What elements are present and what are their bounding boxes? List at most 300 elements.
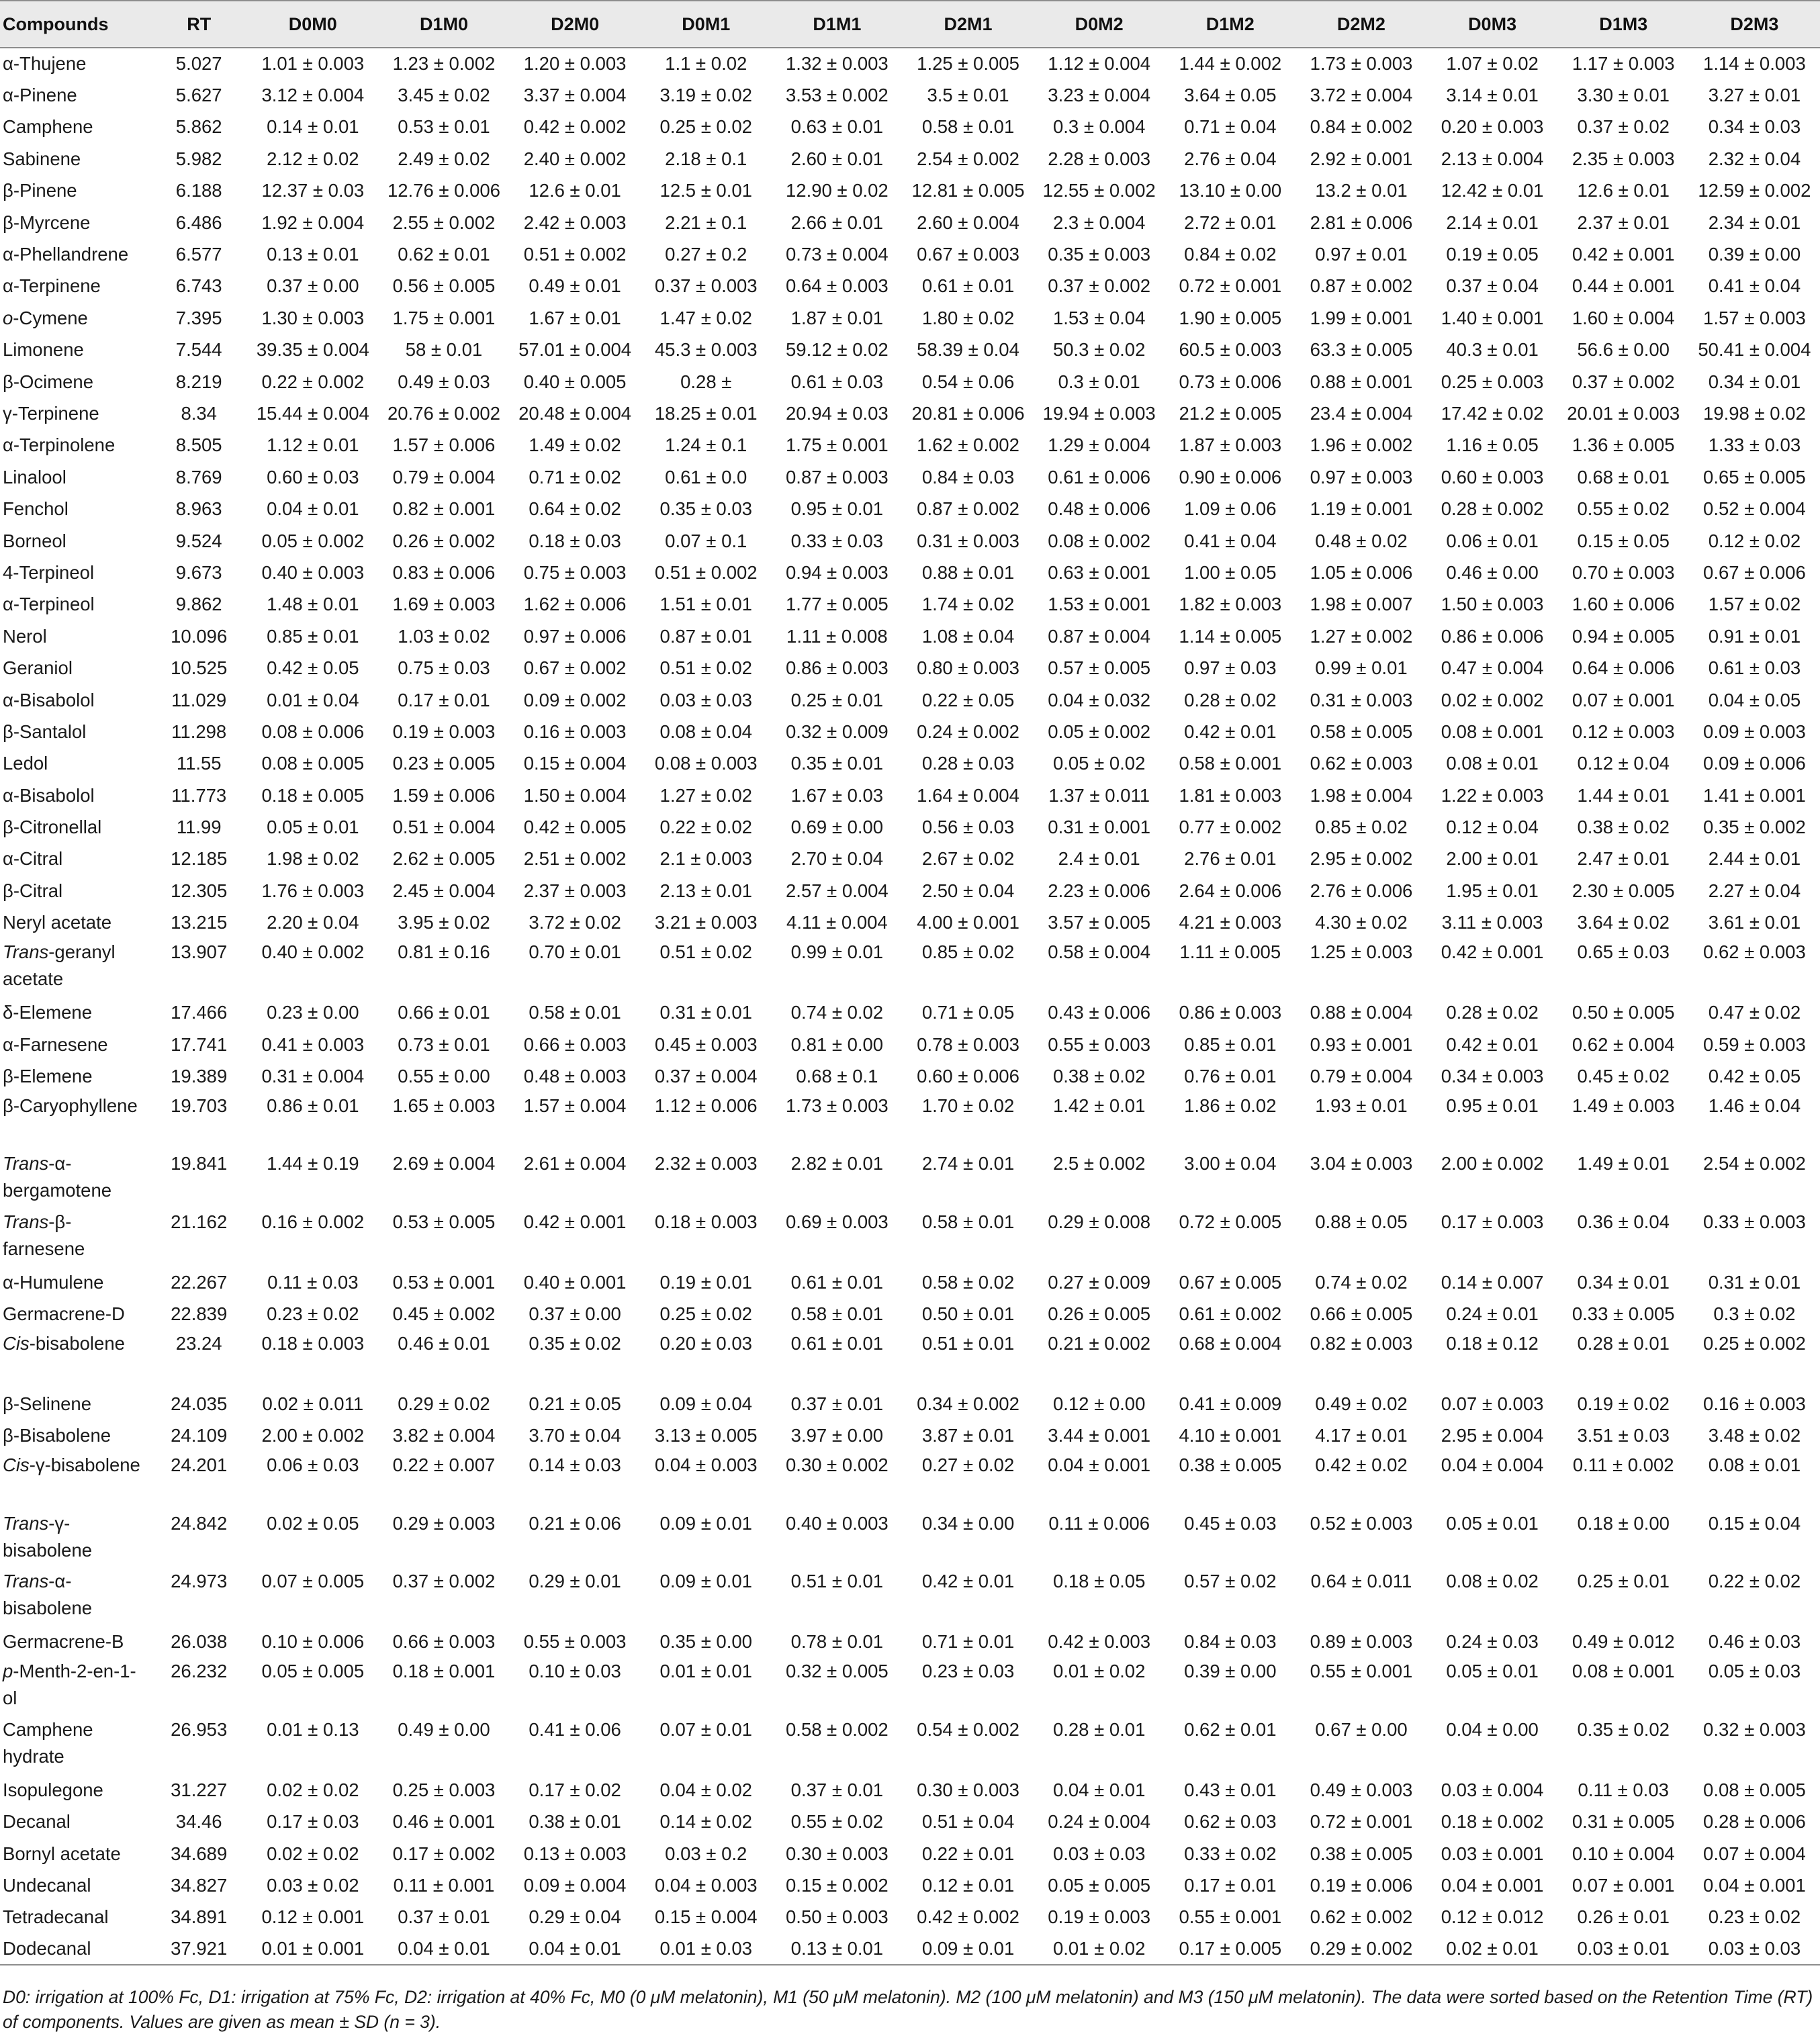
compound-prefix: Trans	[3, 941, 49, 962]
value-cell: 0.02 ± 0.02	[267, 1779, 359, 1800]
value-cell: 0.61 ± 0.01	[790, 1332, 884, 1354]
value-cell: 0.24 ± 0.01	[1446, 1303, 1539, 1325]
value-cell: 0.08 ± 0.01	[1446, 753, 1539, 774]
value-cell: 1.77 ± 0.005	[786, 594, 889, 615]
value-cell: 1.42 ± 0.01	[1052, 1095, 1146, 1116]
compound-name: Geraniol	[3, 657, 73, 679]
table-row	[0, 1420, 1820, 1452]
value-cell: 1.67 ± 0.01	[529, 307, 621, 328]
table-row	[0, 302, 1820, 334]
value-cell: 1.24 ± 0.1	[665, 434, 747, 456]
value-cell: 0.82 ± 0.001	[392, 498, 496, 520]
value-cell: 0.05 ± 0.002	[261, 530, 365, 551]
compound-cell	[0, 1568, 150, 1626]
compound-name: β-Santalol	[3, 721, 87, 742]
value-cell: 1.20 ± 0.003	[523, 53, 627, 75]
rt-cell: 21.162	[171, 1211, 228, 1232]
value-cell: 2.5 ± 0.002	[1052, 1153, 1146, 1174]
header-d0m0: D0M0	[247, 1, 378, 48]
value-cell: 0.62 ± 0.01	[1184, 1718, 1277, 1740]
compound-cell	[0, 1150, 150, 1209]
compound-name: γ-Terpinene	[3, 402, 99, 424]
value-cell: 39.35 ± 0.004	[256, 339, 369, 361]
value-cell: 0.14 ± 0.03	[529, 1454, 621, 1476]
value-cell: 0.30 ± 0.003	[786, 1843, 889, 1864]
value-cell: 0.86 ± 0.003	[786, 657, 889, 679]
value-cell: 0.14 ± 0.01	[267, 116, 359, 138]
value-cell: 1.87 ± 0.01	[790, 307, 884, 328]
value-cell: 0.09 ± 0.003	[1703, 721, 1806, 742]
compound-cell	[0, 1774, 150, 1806]
value-cell: 0.25 ± 0.01	[1577, 1571, 1670, 1592]
compound-name: -γ-bisabolene	[29, 1454, 140, 1476]
value-cell: 0.67 ± 0.002	[523, 657, 627, 679]
compound-cell	[0, 1060, 150, 1092]
value-cell: 2.34 ± 0.01	[1708, 212, 1801, 233]
value-cell: 2.57 ± 0.004	[786, 880, 889, 901]
compound-name: β-Citronellal	[3, 817, 102, 838]
value-cell: 0.49 ± 0.01	[529, 275, 621, 297]
value-cell: 0.01 ± 0.01	[659, 1661, 752, 1682]
value-cell: 1.93 ± 0.01	[1315, 1095, 1408, 1116]
value-cell: 2.3 ± 0.004	[1052, 212, 1146, 233]
value-cell: 0.12 ± 0.01	[921, 1874, 1015, 1896]
value-cell: 0.87 ± 0.002	[917, 498, 1019, 520]
value-cell: 0.49 ± 0.02	[1315, 1393, 1408, 1415]
table-row	[0, 1838, 1820, 1869]
value-cell: 0.09 ± 0.01	[659, 1571, 752, 1592]
compound-name: 4-Terpineol	[3, 561, 95, 583]
value-cell: 0.51 ± 0.002	[523, 244, 627, 265]
value-cell: 0.41 ± 0.04	[1184, 530, 1277, 551]
value-cell: 0.02 ± 0.02	[267, 1843, 359, 1864]
value-cell: 0.71 ± 0.05	[921, 1002, 1015, 1023]
rt-cell: 37.921	[150, 1933, 247, 1965]
value-cell: 3.87 ± 0.01	[921, 1425, 1015, 1446]
value-cell: 0.42 ± 0.05	[267, 657, 359, 679]
value-cell: 1.60 ± 0.006	[1572, 594, 1675, 615]
value-cell: 0.35 ± 0.01	[790, 753, 884, 774]
value-cell: 0.55 ± 0.00	[398, 1065, 490, 1086]
table-row	[0, 1299, 1820, 1330]
value-cell: 0.16 ± 0.003	[1703, 1393, 1806, 1415]
value-cell: 0.40 ± 0.002	[261, 941, 365, 962]
compound-cell	[0, 334, 150, 366]
value-cell: 0.50 ± 0.003	[786, 1906, 889, 1928]
value-cell: 2.61 ± 0.004	[523, 1153, 627, 1174]
compound-cell	[0, 1838, 150, 1869]
value-cell: 0.58 ± 0.004	[1048, 941, 1151, 962]
value-cell: 0.29 ± 0.003	[392, 1512, 496, 1534]
value-cell: 0.12 ± 0.00	[1052, 1393, 1146, 1415]
value-cell: 2.66 ± 0.01	[790, 212, 884, 233]
value-cell: 0.37 ± 0.002	[1572, 371, 1675, 392]
value-cell: 0.27 ± 0.009	[1048, 1271, 1151, 1293]
value-cell: 1.73 ± 0.003	[1310, 53, 1413, 75]
value-cell: 0.03 ± 0.004	[1441, 1779, 1544, 1800]
value-cell: 3.30 ± 0.01	[1577, 85, 1670, 106]
value-cell: 1.75 ± 0.001	[392, 307, 496, 328]
table-row	[0, 1330, 1820, 1389]
value-cell: 0.71 ± 0.04	[1184, 116, 1277, 138]
rt-cell: 8.769	[175, 466, 222, 488]
value-cell: 12.76 ± 0.006	[387, 180, 500, 201]
value-cell: 0.28 ± 0.02	[1446, 1002, 1539, 1023]
compound-cell	[0, 939, 150, 997]
value-cell: 0.93 ± 0.001	[1310, 1033, 1413, 1055]
table-row	[0, 939, 1820, 997]
value-cell: 0.45 ± 0.03	[1184, 1512, 1277, 1534]
value-cell: 1.65 ± 0.003	[392, 1095, 496, 1116]
value-cell: 58.39 ± 0.04	[917, 339, 1019, 361]
value-cell: 0.53 ± 0.01	[398, 116, 490, 138]
value-cell: 0.45 ± 0.02	[1577, 1065, 1670, 1086]
value-cell: 0.60 ± 0.03	[267, 466, 359, 488]
compound-name: -Menth-2-en-1-ol	[3, 1661, 136, 1709]
table-footnote: D0: irrigation at 100% Fc, D1: irrigation at 75% Fc, D2: irrigation at 40% Fc, M0 (0 μM melatonin), M1 (50 μM melatonin). M2 (100 μM melatonin) and M3 (150 μM melatonin). The data were sorted based on the Retention Time (RT) of components. Values are given as mean ± SD (n = 3).	[3, 1987, 1813, 2032]
value-cell: 19.98 ± 0.02	[1703, 402, 1806, 424]
value-cell: 15.44 ± 0.004	[256, 402, 369, 424]
value-cell: 12.6 ± 0.01	[529, 180, 621, 201]
value-cell: 0.34 ± 0.002	[917, 1393, 1019, 1415]
compound-name: δ-Elemene	[3, 1002, 93, 1023]
value-cell: 0.25 ± 0.02	[659, 1303, 752, 1325]
value-cell: 1.12 ± 0.006	[654, 1095, 758, 1116]
table-row	[0, 175, 1820, 207]
compound-cell	[0, 1658, 150, 1716]
value-cell: 3.14 ± 0.01	[1446, 85, 1539, 106]
compound-name: α-Bisabolol	[3, 784, 95, 806]
compound-name: β-Elemene	[3, 1065, 93, 1086]
value-cell: 2.13 ± 0.004	[1441, 148, 1544, 169]
rt-cell: 8.34	[181, 402, 217, 424]
value-cell: 0.09 ± 0.04	[659, 1393, 752, 1415]
value-cell: 0.04 ± 0.004	[1441, 1454, 1544, 1476]
value-cell: 0.67 ± 0.005	[1179, 1271, 1282, 1293]
value-cell: 0.37 ± 0.004	[654, 1065, 758, 1086]
compound-name: Undecanal	[3, 1874, 91, 1896]
value-cell: 0.34 ± 0.03	[1708, 116, 1801, 138]
header-d0m3: D0M3	[1427, 1, 1558, 48]
value-cell: 3.19 ± 0.02	[659, 85, 752, 106]
compound-name: β-Selinene	[3, 1393, 92, 1415]
value-cell: 0.03 ± 0.01	[1558, 1933, 1689, 1965]
value-cell: 0.73 ± 0.006	[1179, 371, 1282, 392]
value-cell: 3.64 ± 0.02	[1577, 912, 1670, 933]
compound-cell	[0, 398, 150, 429]
value-cell: 1.57 ± 0.02	[1708, 594, 1801, 615]
value-cell: 0.27 ± 0.2	[665, 244, 747, 265]
table-row	[0, 398, 1820, 429]
value-cell: 0.04 ± 0.02	[659, 1779, 752, 1800]
value-cell: 0.56 ± 0.03	[921, 817, 1015, 838]
value-cell: 3.48 ± 0.02	[1708, 1425, 1801, 1446]
value-cell: 0.52 ± 0.004	[1703, 498, 1806, 520]
rt-cell: 7.544	[175, 339, 222, 361]
value-cell: 0.62 ± 0.002	[1310, 1906, 1413, 1928]
rt-cell: 8.963	[175, 498, 222, 520]
value-cell: 0.33 ± 0.02	[1184, 1843, 1277, 1864]
rt-cell: 17.741	[171, 1033, 228, 1055]
compound-cell	[0, 997, 150, 1028]
value-cell: 0.08 ± 0.006	[261, 721, 365, 742]
value-cell: 0.87 ± 0.01	[659, 625, 752, 647]
value-cell: 19.94 ± 0.003	[1042, 402, 1156, 424]
rt-cell: 8.505	[175, 434, 222, 456]
value-cell: 2.76 ± 0.01	[1184, 848, 1277, 870]
value-cell: 0.01 ± 0.03	[641, 1933, 772, 1965]
value-cell: 2.21 ± 0.1	[665, 212, 747, 233]
value-cell: 0.85 ± 0.02	[921, 941, 1015, 962]
table-row	[0, 997, 1820, 1028]
value-cell: 0.3 ± 0.004	[1052, 116, 1146, 138]
value-cell: 0.28 ±	[680, 371, 732, 392]
value-cell: 0.36 ± 0.04	[1577, 1211, 1670, 1232]
value-cell: 0.52 ± 0.003	[1310, 1512, 1413, 1534]
value-cell: 3.04 ± 0.003	[1310, 1153, 1413, 1174]
value-cell: 56.6 ± 0.00	[1577, 339, 1670, 361]
value-cell: 0.19 ± 0.05	[1446, 244, 1539, 265]
table-row	[0, 461, 1820, 493]
value-cell: 2.49 ± 0.02	[398, 148, 490, 169]
value-cell: 0.09 ± 0.01	[659, 1512, 752, 1534]
table-row	[0, 493, 1820, 524]
value-cell: 1.47 ± 0.02	[659, 307, 752, 328]
value-cell: 0.23 ± 0.00	[267, 1002, 359, 1023]
header-d1m2: D1M2	[1165, 1, 1295, 48]
value-cell: 0.40 ± 0.003	[786, 1512, 889, 1534]
value-cell: 0.22 ± 0.01	[921, 1843, 1015, 1864]
value-cell: 3.11 ± 0.003	[1441, 912, 1543, 933]
value-cell: 1.98 ± 0.02	[267, 848, 359, 870]
rt-cell: 6.486	[175, 212, 222, 233]
value-cell: 1.00 ± 0.05	[1184, 561, 1277, 583]
value-cell: 0.16 ± 0.003	[523, 721, 627, 742]
value-cell: 4.30 ± 0.02	[1315, 912, 1408, 933]
value-cell: 0.37 ± 0.01	[398, 1906, 490, 1928]
value-cell: 0.49 ± 0.00	[398, 1718, 490, 1740]
value-cell: 0.56 ± 0.005	[392, 275, 496, 297]
value-cell: 0.85 ± 0.01	[267, 625, 359, 647]
table-row	[0, 748, 1820, 780]
value-cell: 0.01 ± 0.02	[1052, 1661, 1146, 1682]
value-cell: 3.61 ± 0.01	[1708, 912, 1801, 933]
value-cell: 0.43 ± 0.006	[1048, 1002, 1151, 1023]
value-cell: 0.31 ± 0.005	[1572, 1811, 1675, 1833]
value-cell: 0.05 ± 0.03	[1708, 1661, 1801, 1682]
value-cell: 3.00 ± 0.04	[1184, 1153, 1277, 1174]
rt-cell: 9.862	[175, 594, 222, 615]
value-cell: 0.64 ± 0.006	[1572, 657, 1675, 679]
value-cell: 0.28 ± 0.03	[921, 753, 1015, 774]
value-cell: 12.81 ± 0.005	[911, 180, 1025, 201]
value-cell: 0.04 ± 0.003	[654, 1874, 758, 1896]
value-cell: 1.57 ± 0.003	[1703, 307, 1806, 328]
compound-name: α-Terpinolene	[3, 434, 116, 456]
value-cell: 1.99 ± 0.001	[1310, 307, 1413, 328]
value-cell: 0.05 ± 0.005	[1048, 1874, 1151, 1896]
value-cell: 0.23 ± 0.03	[921, 1661, 1015, 1682]
value-cell: 2.60 ± 0.004	[917, 212, 1019, 233]
value-cell: 0.67 ± 0.006	[1703, 561, 1806, 583]
value-cell: 0.91 ± 0.01	[1708, 625, 1801, 647]
value-cell: 0.01 ± 0.04	[267, 689, 359, 710]
compound-cell	[0, 1330, 150, 1389]
value-cell: 0.84 ± 0.02	[1184, 244, 1277, 265]
value-cell: 0.26 ± 0.002	[392, 530, 496, 551]
compound-name: α-Citral	[3, 848, 63, 870]
value-cell: 0.23 ± 0.02	[1708, 1906, 1801, 1928]
table-row	[0, 1774, 1820, 1806]
compound-name: -α-bisabolene	[3, 1571, 93, 1619]
value-cell: 0.31 ± 0.003	[917, 530, 1019, 551]
value-cell: 0.51 ± 0.04	[921, 1811, 1015, 1833]
compound-prefix: Trans	[3, 1211, 49, 1232]
value-cell: 20.81 ± 0.006	[911, 402, 1025, 424]
header-compounds: Compounds	[0, 1, 150, 48]
value-cell: 1.69 ± 0.003	[392, 594, 496, 615]
value-cell: 2.1 ± 0.003	[659, 848, 752, 870]
value-cell: 0.46 ± 0.001	[392, 1811, 496, 1833]
value-cell: 0.59 ± 0.003	[1703, 1033, 1806, 1055]
compound-cell	[0, 652, 150, 684]
value-cell: 3.82 ± 0.004	[392, 1425, 496, 1446]
value-cell: 1.16 ± 0.05	[1446, 434, 1539, 456]
compound-name: α-Terpinene	[3, 275, 101, 297]
value-cell: 0.26 ± 0.005	[1048, 1303, 1151, 1325]
compound-cell	[0, 843, 150, 875]
value-cell: 0.58 ± 0.02	[921, 1271, 1015, 1293]
value-cell: 0.88 ± 0.01	[921, 561, 1015, 583]
header-d1m1: D1M1	[772, 1, 903, 48]
compound-cell	[0, 620, 150, 652]
value-cell: 40.3 ± 0.01	[1446, 339, 1539, 361]
value-cell: 0.45 ± 0.003	[654, 1033, 758, 1055]
value-cell: 1.57 ± 0.006	[392, 434, 496, 456]
value-cell: 0.25 ± 0.003	[392, 1779, 496, 1800]
value-cell: 0.42 ± 0.001	[523, 1211, 627, 1232]
value-cell: 0.37 ± 0.02	[1577, 116, 1670, 138]
rt-cell: 13.215	[171, 912, 228, 933]
value-cell: 0.57 ± 0.02	[1184, 1571, 1277, 1592]
value-cell: 0.08 ± 0.003	[654, 753, 758, 774]
compound-name: Neryl acetate	[3, 912, 112, 933]
value-cell: 0.07 ± 0.1	[665, 530, 747, 551]
value-cell: 0.58 ± 0.01	[921, 116, 1015, 138]
value-cell: 0.01 ± 0.02	[1034, 1933, 1165, 1965]
value-cell: 0.17 ± 0.005	[1165, 1933, 1295, 1965]
compound-cell	[0, 143, 150, 175]
value-cell: 1.50 ± 0.003	[1441, 594, 1544, 615]
value-cell: 0.13 ± 0.01	[772, 1933, 903, 1965]
header-d2m3: D2M3	[1689, 1, 1820, 48]
rt-cell: 10.525	[171, 657, 228, 679]
value-cell: 3.5 ± 0.01	[927, 85, 1009, 106]
value-cell: 0.55 ± 0.02	[1577, 498, 1670, 520]
value-cell: 0.66 ± 0.003	[523, 1033, 627, 1055]
value-cell: 2.47 ± 0.01	[1577, 848, 1670, 870]
value-cell: 0.73 ± 0.01	[398, 1033, 490, 1055]
rt-cell: 19.703	[171, 1095, 228, 1116]
value-cell: 0.62 ± 0.003	[1703, 941, 1806, 962]
value-cell: 0.28 ± 0.01	[1577, 1332, 1670, 1354]
value-cell: 3.37 ± 0.004	[523, 85, 627, 106]
table-row	[0, 1626, 1820, 1658]
compound-name: -β-farnesene	[3, 1211, 85, 1259]
value-cell: 0.09 ± 0.006	[1703, 753, 1806, 774]
value-cell: 0.3 ± 0.01	[1058, 371, 1140, 392]
value-cell: 2.32 ± 0.04	[1708, 148, 1801, 169]
value-cell: 0.08 ± 0.04	[659, 721, 752, 742]
value-cell: 1.1 ± 0.02	[665, 53, 747, 75]
value-cell: 0.07 ± 0.003	[1441, 1393, 1544, 1415]
compound-name: -Cymene	[13, 307, 88, 328]
compound-name: -γ-bisabolene	[3, 1512, 93, 1561]
value-cell: 59.12 ± 0.02	[786, 339, 889, 361]
value-cell: 0.48 ± 0.003	[523, 1065, 627, 1086]
value-cell: 1.27 ± 0.02	[659, 784, 752, 806]
value-cell: 3.21 ± 0.003	[654, 912, 758, 933]
table-row	[0, 271, 1820, 302]
value-cell: 0.14 ± 0.02	[659, 1811, 752, 1833]
value-cell: 3.72 ± 0.004	[1310, 85, 1413, 106]
table-row	[0, 1902, 1820, 1933]
value-cell: 2.35 ± 0.003	[1572, 148, 1675, 169]
compound-cell	[0, 430, 150, 461]
value-cell: 0.85 ± 0.02	[1315, 817, 1408, 838]
value-cell: 0.42 ± 0.003	[1048, 1631, 1151, 1653]
value-cell: 0.31 ± 0.003	[1310, 689, 1413, 710]
value-cell: 18.25 ± 0.01	[654, 402, 758, 424]
value-cell: 60.5 ± 0.003	[1179, 339, 1282, 361]
value-cell: 0.58 ± 0.001	[1179, 753, 1282, 774]
value-cell: 20.01 ± 0.003	[1567, 402, 1680, 424]
value-cell: 2.50 ± 0.04	[921, 880, 1015, 901]
value-cell: 1.59 ± 0.006	[392, 784, 496, 806]
value-cell: 0.74 ± 0.02	[790, 1002, 884, 1023]
value-cell: 0.02 ± 0.05	[267, 1512, 359, 1534]
compound-cell	[0, 557, 150, 588]
value-cell: 0.12 ± 0.02	[1708, 530, 1801, 551]
value-cell: 0.02 ± 0.002	[1441, 689, 1544, 710]
value-cell: 3.51 ± 0.03	[1577, 1425, 1670, 1446]
value-cell: 0.12 ± 0.04	[1577, 753, 1670, 774]
value-cell: 0.13 ± 0.003	[523, 1843, 627, 1864]
compound-cell	[0, 1029, 150, 1060]
value-cell: 1.86 ± 0.02	[1184, 1095, 1277, 1116]
value-cell: 0.31 ± 0.001	[1048, 817, 1151, 838]
value-cell: 0.84 ± 0.03	[1184, 1631, 1277, 1653]
value-cell: 0.84 ± 0.03	[921, 466, 1015, 488]
compound-cell	[0, 875, 150, 907]
value-cell: 0.19 ± 0.003	[392, 721, 496, 742]
value-cell: 1.14 ± 0.003	[1703, 53, 1806, 75]
value-cell: 1.11 ± 0.005	[1179, 941, 1281, 962]
value-cell: 0.42 ± 0.002	[917, 1906, 1019, 1928]
value-cell: 2.60 ± 0.01	[790, 148, 884, 169]
value-cell: 1.48 ± 0.01	[267, 594, 359, 615]
rt-cell: 8.219	[175, 371, 222, 392]
table-row	[0, 79, 1820, 111]
value-cell: 0.42 ± 0.002	[523, 116, 627, 138]
value-cell: 0.18 ± 0.03	[529, 530, 621, 551]
table-row	[0, 557, 1820, 588]
value-cell: 1.40 ± 0.001	[1441, 307, 1544, 328]
value-cell: 12.59 ± 0.002	[1698, 180, 1811, 201]
value-cell: 45.3 ± 0.003	[654, 339, 758, 361]
value-cell: 1.27 ± 0.002	[1310, 625, 1413, 647]
value-cell: 63.3 ± 0.005	[1310, 339, 1413, 361]
